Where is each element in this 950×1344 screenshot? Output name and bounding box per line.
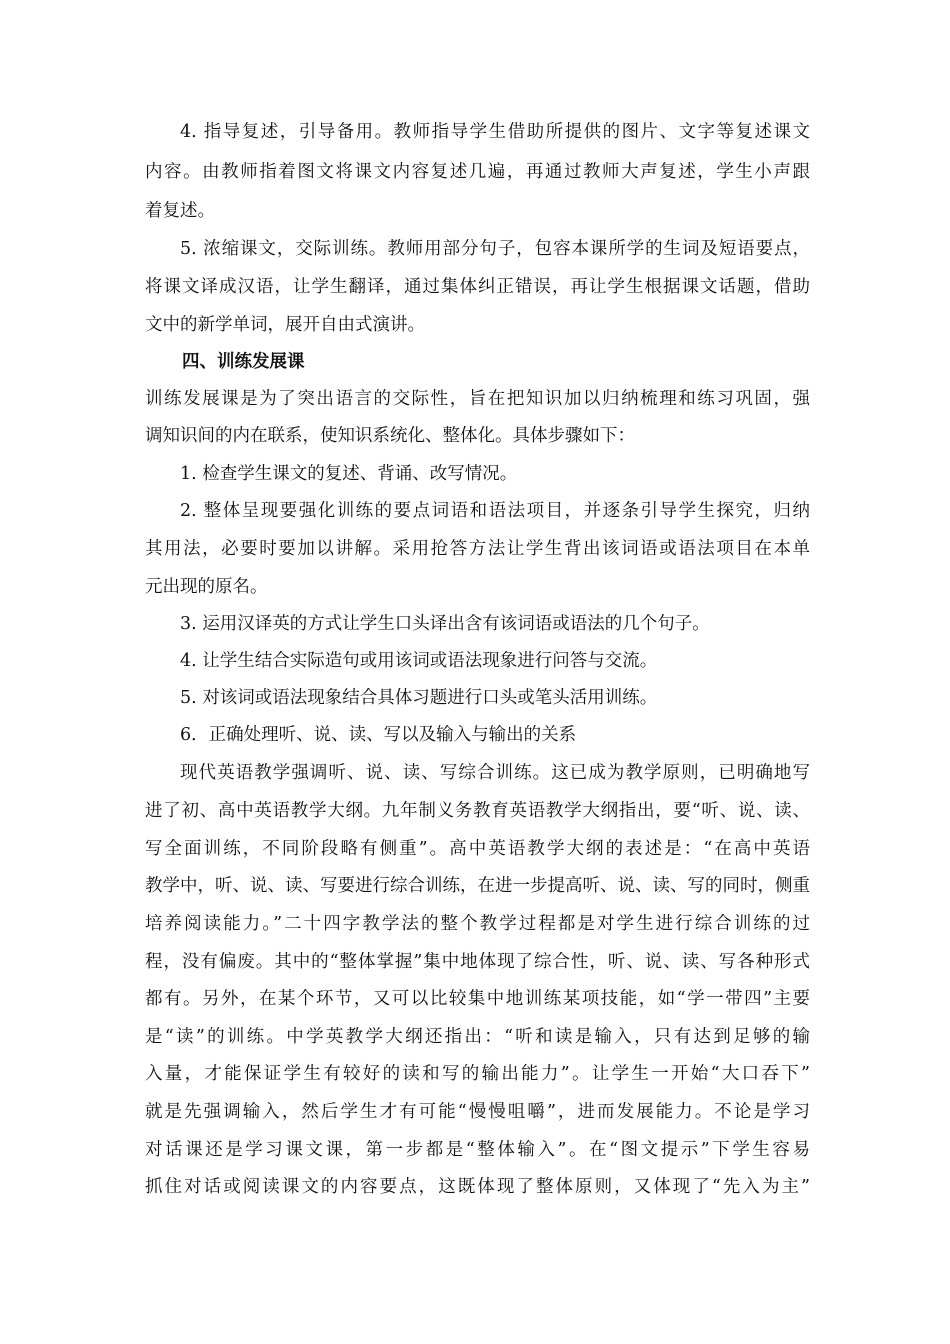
paragraph-4-line-3: 着复述。 bbox=[145, 201, 215, 221]
closing-line-6: 程，没有偏废。其中的“整体掌握”集中地体现了综合性，听、说、读、写各种形式 bbox=[145, 952, 810, 972]
step-1: 1. 检查学生课文的复述、背诵、改写情况。 bbox=[180, 464, 518, 484]
closing-line-8: 是“读”的训练。中学英教学大纲还指出：“听和读是输入，只有达到足够的输 bbox=[145, 1027, 810, 1047]
closing-line-3: 写全面训练，不同阶段略有侧重”。高中英语教学大纲的表述是：“在高中英语 bbox=[145, 839, 810, 859]
closing-line-11: 对话课还是学习课文课，第一步都是“整体输入”。在“图文提示”下学生容易 bbox=[145, 1140, 810, 1160]
step-5: 5. 对该词或语法现象结合具体习题进行口头或笔头活用训练。 bbox=[180, 688, 658, 708]
closing-line-5: 培养阅读能力。”二十四字教学法的整个教学过程都是对学生进行综合训练的过 bbox=[145, 914, 810, 934]
closing-line-9: 入量，才能保证学生有较好的读和写的输出能力”。让学生一开始“大口吞下” bbox=[145, 1064, 810, 1084]
step-6: 6．正确处理听、说、读、写以及输入与输出的关系 bbox=[180, 725, 577, 745]
paragraph-5-line-1: 5. 浓缩课文，交际训练。教师用部分句子，包容本课所学的生词及短语要点， bbox=[180, 239, 810, 259]
paragraph-4-line-2: 内容。由教师指着图文将课文内容复述几遍，再通过教师大声复述，学生小声跟 bbox=[145, 162, 810, 182]
step-2-line-2: 其用法，必要时要加以讲解。采用抢答方法让学生背出该词语或语法项目在本单 bbox=[145, 539, 810, 559]
paragraph-4-line-1: 4. 指导复述，引导备用。教师指导学生借助所提供的图片、文字等复述课文 bbox=[180, 122, 810, 142]
closing-line-1: 现代英语教学强调听、说、读、写综合训练。这已成为教学原则，已明确地写 bbox=[180, 763, 810, 783]
step-3: 3. 运用汉译英的方式让学生口头译出含有该词语或语法的几个句子。 bbox=[180, 614, 710, 634]
intro-line-1: 训练发展课是为了突出语言的交际性，旨在把知识加以归纳梳理和练习巩固，强 bbox=[145, 389, 810, 409]
section-heading: 四、训练发展课 bbox=[182, 352, 305, 372]
step-4: 4. 让学生结合实际造句或用该词或语法现象进行问答与交流。 bbox=[180, 651, 658, 671]
step-2-line-3: 元出现的原名。 bbox=[145, 577, 268, 597]
step-2-line-1: 2. 整体呈现要强化训练的要点词语和语法项目，并逐条引导学生探究，归纳 bbox=[180, 501, 810, 521]
closing-line-12: 抓住对话或阅读课文的内容要点，这既体现了整体原则，又体现了“先入为主” bbox=[145, 1177, 810, 1197]
closing-line-10: 就是先强调输入，然后学生才有可能“慢慢咀嚼”，进而发展能力。不论是学习 bbox=[145, 1102, 810, 1122]
closing-line-7: 都有。另外，在某个环节，又可以比较集中地训练某项技能，如“学一带四”主要 bbox=[145, 989, 810, 1009]
paragraph-5-line-2: 将课文译成汉语，让学生翻译，通过集体纠正错误，再让学生根据课文话题，借助 bbox=[145, 277, 810, 297]
paragraph-5-line-3: 文中的新学单词，展开自由式演讲。 bbox=[145, 315, 425, 335]
closing-line-4: 教学中，听、说、读、写要进行综合训练，在进一步提高听、说、读、写的同时，侧重 bbox=[145, 876, 810, 896]
closing-line-2: 进了初、高中英语教学大纲。九年制义务教育英语教学大纲指出，要“听、说、读、 bbox=[145, 801, 810, 821]
intro-line-2: 调知识间的内在联系，使知识系统化、整体化。具体步骤如下： bbox=[145, 426, 635, 446]
